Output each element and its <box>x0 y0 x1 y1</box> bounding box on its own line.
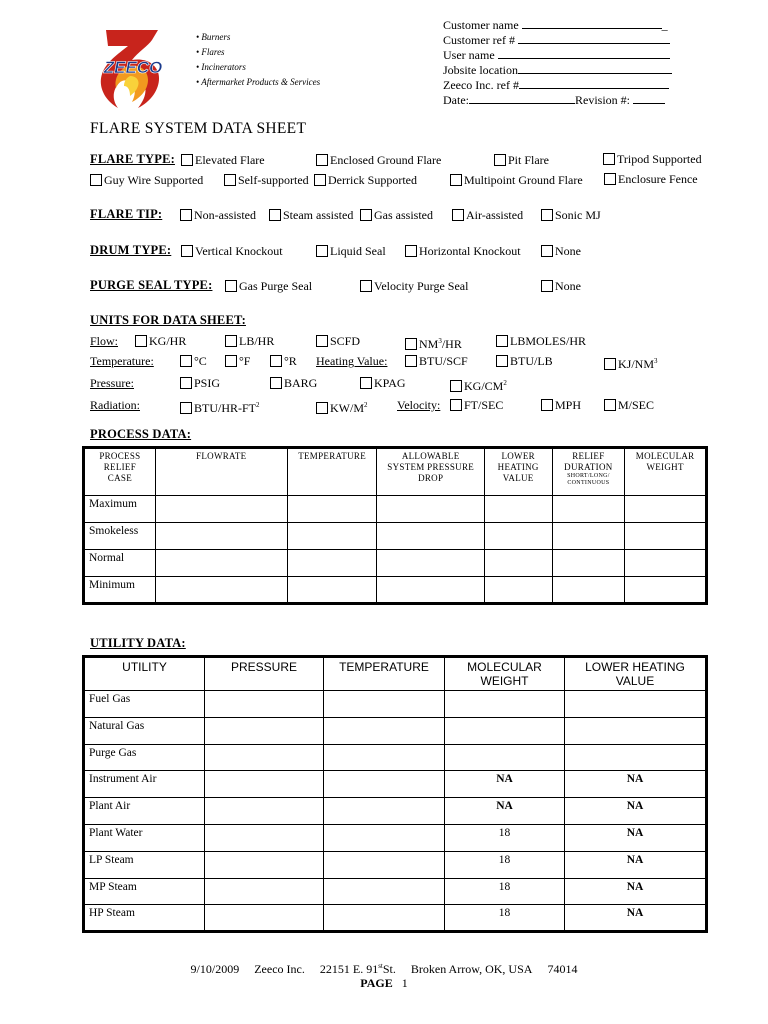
row-label: Normal <box>84 550 156 577</box>
option-velocity-purge-seal[interactable]: Velocity Purge Seal <box>360 279 468 293</box>
table-cell[interactable] <box>324 771 445 798</box>
bullet-item: • Aftermarket Products & Services <box>196 77 321 87</box>
checkbox[interactable] <box>496 355 508 367</box>
option-kw-m2[interactable]: $KW/M^2$ <box>316 398 368 415</box>
footer-city: Broken Arrow, OK, USA <box>410 962 533 976</box>
footer-company: Zeeco Inc. <box>254 962 305 976</box>
table-cell[interactable] <box>324 878 445 905</box>
table-cell: NA <box>565 851 707 878</box>
option-liquid-seal[interactable]: Liquid Seal <box>316 244 386 258</box>
row-label: Instrument Air <box>84 771 205 798</box>
table-cell[interactable] <box>155 550 287 577</box>
table-cell[interactable] <box>625 550 707 577</box>
table-cell[interactable] <box>324 824 445 851</box>
table-cell[interactable] <box>287 577 377 604</box>
option-horizontal-knockout[interactable]: Horizontal Knockout <box>405 244 521 258</box>
logo-text: ZEECO <box>103 58 163 77</box>
option-gas-purge-seal[interactable]: Gas Purge Seal <box>225 279 312 293</box>
table-cell[interactable] <box>625 577 707 604</box>
table-row <box>84 691 707 718</box>
checkbox[interactable] <box>405 245 417 257</box>
date-field[interactable] <box>469 94 575 104</box>
table-row <box>84 744 707 771</box>
table-row <box>84 878 707 905</box>
checkbox[interactable] <box>90 174 102 186</box>
checkbox[interactable] <box>225 335 237 347</box>
column-header: RELIEF DURATION SHORT/LONG/ CONTINUOUS <box>552 448 625 496</box>
table-cell[interactable] <box>625 496 707 523</box>
checkbox[interactable] <box>452 209 464 221</box>
row-label: Purge Gas <box>84 744 205 771</box>
flare-type-heading: FLARE TYPE: <box>90 152 175 166</box>
table-cell[interactable] <box>552 577 625 604</box>
option-derrick-supported[interactable]: Derrick Supported <box>314 173 417 187</box>
option-enclosure-fence[interactable]: Enclosure Fence <box>604 172 698 186</box>
checkbox[interactable] <box>270 377 282 389</box>
table-row <box>84 851 707 878</box>
option-non-assisted[interactable]: Non-assisted <box>180 208 256 222</box>
row-label: MP Steam <box>84 878 205 905</box>
option-kg-cm2[interactable]: $KG/CM^2$ <box>450 376 507 393</box>
table-cell[interactable] <box>565 744 707 771</box>
table-cell: 18 <box>445 878 565 905</box>
option-scfd[interactable]: SCFD <box>316 334 360 348</box>
table-cell[interactable] <box>205 824 324 851</box>
checkbox[interactable] <box>541 399 553 411</box>
page-title: FLARE SYSTEM DATA SHEET <box>90 120 307 137</box>
column-header: ALLOWABLE SYSTEM PRESSURE DROP <box>377 448 484 496</box>
option-m-sec[interactable]: M/SEC <box>604 398 654 412</box>
row-label: HP Steam <box>84 905 205 932</box>
table-cell: NA <box>445 798 565 825</box>
column-header: LOWER HEATING VALUE <box>484 448 552 496</box>
option-btu-hr-ft2[interactable]: BTU/$HR-FT^2$ <box>180 398 260 415</box>
row-label: Smokeless <box>84 523 156 550</box>
table-cell: 18 <box>445 824 565 851</box>
table-header-row <box>84 657 707 691</box>
checkbox[interactable] <box>450 399 462 411</box>
option-multipoint-ground-flare[interactable]: Multipoint Ground Flare <box>450 173 583 187</box>
radiation-label: Radiation: <box>90 398 140 412</box>
table-cell: NA <box>565 771 707 798</box>
velocity-label: Velocity: <box>397 398 441 412</box>
option-air-assisted[interactable]: Air-assisted <box>452 208 523 222</box>
footer-address <box>0 962 768 977</box>
column-header: PROCESS RELIEF CASE <box>84 448 156 496</box>
table-cell[interactable] <box>155 496 287 523</box>
revision-label: Revision #: <box>575 93 631 107</box>
checkbox[interactable] <box>181 154 193 166</box>
checkbox[interactable] <box>496 335 508 347</box>
option-lbmoles-hr[interactable]: LBMOLES/HR <box>496 334 586 348</box>
bullet-item: • Incinerators <box>196 62 246 72</box>
bullet-item: • Burners <box>196 32 231 42</box>
table-row <box>84 905 707 932</box>
checkbox[interactable] <box>604 173 616 185</box>
option-enclosed-ground-flare[interactable]: Enclosed Ground Flare <box>316 153 441 167</box>
table-cell[interactable] <box>484 550 552 577</box>
table-cell[interactable] <box>445 717 565 744</box>
column-header: FLOWRATE <box>155 448 287 496</box>
checkbox[interactable] <box>316 335 328 347</box>
table-cell[interactable] <box>552 523 625 550</box>
table-cell[interactable] <box>205 878 324 905</box>
table-cell[interactable] <box>205 691 324 718</box>
checkbox[interactable] <box>180 355 192 367</box>
units-heading: UNITS FOR DATA SHEET: <box>90 313 246 327</box>
table-cell[interactable] <box>552 496 625 523</box>
jobsite-label: Jobsite location <box>443 63 518 77</box>
user-name-label: User name <box>443 48 495 62</box>
table-row <box>84 496 707 523</box>
checkbox[interactable] <box>314 174 326 186</box>
table-cell[interactable] <box>324 851 445 878</box>
option-rankine[interactable]: °R <box>270 354 297 368</box>
checkbox[interactable] <box>360 280 372 292</box>
option-ft-sec[interactable]: FT/SEC <box>450 398 503 412</box>
checkbox[interactable] <box>180 209 192 221</box>
customer-info: Customer name _ Customer ref # User name Jobsite location Zeeco Inc. ref # Date: Revision #: <box>443 18 672 108</box>
option-celsius[interactable]: °C <box>180 354 207 368</box>
table-row <box>84 798 707 825</box>
page-number: PAGE 1 <box>360 976 408 990</box>
table-cell: NA <box>445 771 565 798</box>
table-row <box>84 717 707 744</box>
option-sonic-mj[interactable]: Sonic MJ <box>541 208 601 222</box>
row-label: Plant Water <box>84 824 205 851</box>
checkbox[interactable] <box>360 209 372 221</box>
checkbox[interactable] <box>494 154 506 166</box>
flare-tip-heading: FLARE TIP: <box>90 207 163 221</box>
table-cell[interactable] <box>324 798 445 825</box>
table-cell[interactable] <box>324 744 445 771</box>
table-row <box>84 824 707 851</box>
product-bullets <box>196 30 320 90</box>
table-cell: 18 <box>445 851 565 878</box>
checkbox[interactable] <box>225 280 237 292</box>
checkbox[interactable] <box>316 402 328 414</box>
option-kg-hr[interactable]: KG/HR <box>135 334 186 348</box>
heating-value-label: Heating Value: <box>316 354 388 368</box>
column-header: MOLECULAR WEIGHT <box>625 448 707 496</box>
checkbox[interactable] <box>270 355 282 367</box>
date-label: Date: <box>443 93 469 107</box>
table-header-row <box>84 448 707 496</box>
table-cell[interactable] <box>377 577 484 604</box>
checkbox[interactable] <box>135 335 147 347</box>
utility-data-heading: UTILITY DATA: <box>90 636 186 650</box>
checkbox[interactable] <box>603 153 615 165</box>
footer-street: 22151 E. 91stSt. <box>319 962 396 976</box>
table-cell[interactable] <box>287 523 377 550</box>
table-cell[interactable] <box>377 523 484 550</box>
option-guy-wire-supported[interactable]: Guy Wire Supported <box>90 173 203 187</box>
purge-seal-heading: PURGE SEAL TYPE: <box>90 278 213 292</box>
user-name-field[interactable] <box>498 49 670 59</box>
temperature-label: Temperature: <box>90 354 154 368</box>
option-barg[interactable]: BARG <box>270 376 317 390</box>
table-cell[interactable] <box>155 523 287 550</box>
checkbox[interactable] <box>180 402 192 414</box>
option-purge-none[interactable]: None <box>541 279 581 293</box>
checkbox[interactable] <box>541 209 553 221</box>
table-cell[interactable] <box>625 523 707 550</box>
table-cell[interactable] <box>484 577 552 604</box>
checkbox[interactable] <box>180 377 192 389</box>
table-cell[interactable] <box>287 550 377 577</box>
table-cell[interactable] <box>205 798 324 825</box>
row-label: Plant Air <box>84 798 205 825</box>
table-cell: NA <box>565 878 707 905</box>
checkbox[interactable] <box>360 377 372 389</box>
table-cell[interactable] <box>205 744 324 771</box>
column-header: LOWER HEATING VALUE <box>565 657 707 691</box>
table-row <box>84 550 707 577</box>
option-tripod-supported[interactable]: Tripod Supported <box>603 152 702 166</box>
customer-ref-field[interactable] <box>518 34 670 44</box>
table-cell[interactable] <box>552 550 625 577</box>
table-cell[interactable] <box>205 851 324 878</box>
row-label: Maximum <box>84 496 156 523</box>
option-gas-assisted[interactable]: Gas assisted <box>360 208 433 222</box>
checkbox[interactable] <box>224 174 236 186</box>
checkbox[interactable] <box>225 355 237 367</box>
bullet-item: • Flares <box>196 47 225 57</box>
option-self-supported[interactable]: Self-supported <box>224 173 309 187</box>
customer-name-field[interactable] <box>522 19 662 29</box>
table-cell[interactable] <box>484 523 552 550</box>
checkbox[interactable] <box>541 245 553 257</box>
checkbox[interactable] <box>604 358 616 370</box>
option-vertical-knockout[interactable]: Vertical Knockout <box>181 244 283 258</box>
table-cell[interactable] <box>324 691 445 718</box>
jobsite-field[interactable] <box>518 64 672 74</box>
option-fahrenheit[interactable]: °F <box>225 354 250 368</box>
table-cell[interactable] <box>205 717 324 744</box>
table-cell[interactable] <box>205 771 324 798</box>
checkbox[interactable] <box>405 338 417 350</box>
footer-zip: 74014 <box>547 962 578 976</box>
table-cell[interactable] <box>324 717 445 744</box>
option-btu-lb[interactable]: BTU/LB <box>496 354 553 368</box>
table-cell[interactable] <box>445 691 565 718</box>
option-elevated-flare[interactable]: Elevated Flare <box>181 153 265 167</box>
table-cell[interactable] <box>377 496 484 523</box>
zeeco-ref-field[interactable] <box>519 79 669 89</box>
row-label: Fuel Gas <box>84 691 205 718</box>
drum-type-heading: DRUM TYPE: <box>90 243 172 257</box>
table-cell[interactable] <box>565 691 707 718</box>
row-label: Natural Gas <box>84 717 205 744</box>
option-drum-none[interactable]: None <box>541 244 581 258</box>
customer-ref-label: Customer ref # <box>443 33 515 47</box>
option-nm3-hr[interactable]: $NM^3/HR$ <box>405 334 462 351</box>
table-cell: 18 <box>445 905 565 932</box>
flow-label: Flow: <box>90 334 119 348</box>
process-data-table <box>82 446 708 605</box>
checkbox[interactable] <box>450 174 462 186</box>
revision-field[interactable] <box>633 94 665 104</box>
checkbox[interactable] <box>604 399 616 411</box>
checkbox[interactable] <box>316 154 328 166</box>
table-cell[interactable] <box>155 577 287 604</box>
row-label: LP Steam <box>84 851 205 878</box>
table-row <box>84 577 707 604</box>
table-cell[interactable] <box>565 717 707 744</box>
option-kpag[interactable]: KPAG <box>360 376 406 390</box>
table-cell[interactable] <box>484 496 552 523</box>
column-header: TEMPERATURE <box>287 448 377 496</box>
customer-name-label: Customer name <box>443 18 519 32</box>
checkbox[interactable] <box>450 380 462 392</box>
option-psig[interactable]: PSIG <box>180 376 220 390</box>
table-row <box>84 523 707 550</box>
pressure-label: Pressure: <box>90 376 134 390</box>
checkbox[interactable] <box>181 245 193 257</box>
checkbox[interactable] <box>316 245 328 257</box>
column-header: MOLECULAR WEIGHT <box>445 657 565 691</box>
process-data-heading: PROCESS DATA: <box>90 427 192 441</box>
option-mph[interactable]: MPH <box>541 398 581 412</box>
checkbox[interactable] <box>405 355 417 367</box>
table-cell: NA <box>565 905 707 932</box>
table-cell[interactable] <box>287 496 377 523</box>
table-cell[interactable] <box>205 905 324 932</box>
table-cell[interactable] <box>377 550 484 577</box>
option-pit-flare[interactable]: Pit Flare <box>494 153 549 167</box>
column-header: UTILITY <box>84 657 205 691</box>
table-row <box>84 771 707 798</box>
table-cell[interactable] <box>324 905 445 932</box>
table-cell: NA <box>565 798 707 825</box>
table-cell: NA <box>565 824 707 851</box>
option-btu-scf[interactable]: BTU/SCF <box>405 354 468 368</box>
column-header: PRESSURE <box>205 657 324 691</box>
zeeco-logo <box>88 24 178 114</box>
option-lb-hr[interactable]: LB/HR <box>225 334 274 348</box>
option-steam-assisted[interactable]: Steam assisted <box>269 208 353 222</box>
footer-date: 9/10/2009 <box>190 962 240 976</box>
checkbox[interactable] <box>541 280 553 292</box>
row-label: Minimum <box>84 577 156 604</box>
zeeco-ref-label: Zeeco Inc. ref # <box>443 78 519 92</box>
option-kj-nm3[interactable]: $KJ/NM^3$ <box>604 354 658 371</box>
utility-data-table <box>82 655 708 933</box>
column-header: TEMPERATURE <box>324 657 445 691</box>
checkbox[interactable] <box>269 209 281 221</box>
table-cell[interactable] <box>445 744 565 771</box>
